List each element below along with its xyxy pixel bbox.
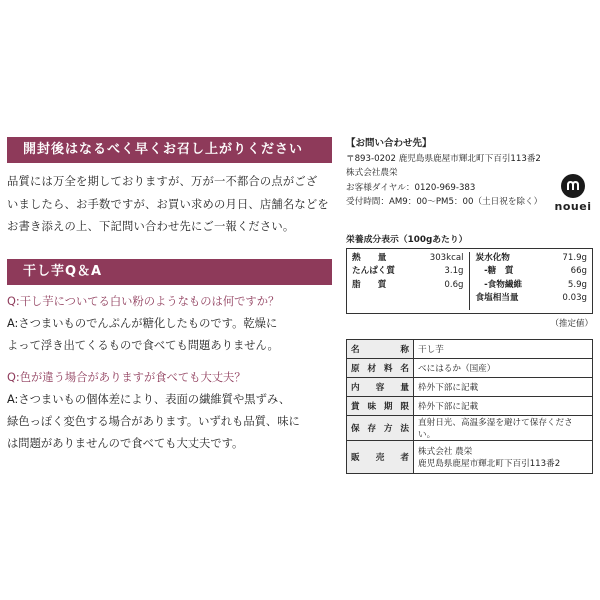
nutrition-value: 71.9g [562,252,587,263]
spec-key: 内容量 [347,377,414,396]
question: Q:干し芋についてる白い粉のようなものは何ですか？ [7,294,280,308]
nutrition-label: 脂 質 [352,279,387,290]
spec-key: 名称 [347,339,414,358]
nutrition-value: 303kcal [429,252,464,263]
nutrition-row [352,279,464,293]
notice-banner: 開封後はなるべく早くお召し上がりください [7,137,332,163]
spec-value [414,440,593,473]
spec-key: 保存方法 [347,415,414,440]
nutrition-col-left [352,252,464,310]
spec-key: 販売者 [347,440,414,473]
logo-text: nouei [554,200,592,213]
spec-value: 枠外下部に記載 [414,377,593,396]
paragraph-line: お書き添えの上、下記問い合わせ先にご一報ください。 [7,220,295,233]
spec-row [347,440,593,473]
contact-title: 【お問い合わせ先】 [346,138,432,149]
spec-value: 干し芋 [414,339,593,358]
nutrition-value: 0.6g [444,279,464,290]
nutrition-label: たんぱく質 [352,266,395,277]
nutrition-row [352,252,464,266]
nutrition-title: 栄養成分表示（100gあたり） [346,234,468,245]
nutrition-value: 0.03g [562,293,587,304]
nutrition-value: 5.9g [567,279,587,290]
nutrition-label: -糖 質 [475,266,514,277]
nutrition-value: 3.1g [444,266,464,277]
question: Q:色が違う場合がありますが食べても大丈夫？ [7,370,246,384]
answer-line: よって浮き出てくるもので食べても問題ありません。 [7,338,279,352]
product-spec-table [346,339,593,474]
right-column [346,137,593,474]
contact-address: 〒893-0202 鹿児島県鹿屋市輝北町下百引113番2 [346,153,541,164]
nutrition-note: （推定値） [550,318,593,329]
nutrition-row [352,265,464,279]
nutrition-row [476,279,588,293]
spec-row [347,415,593,440]
spec-key: 賞味期限 [347,396,414,415]
left-column [7,137,332,455]
answer-line: 緑色っぽく変色する場合があります。いずれも品質、味に [7,414,300,428]
quality-paragraph [7,171,332,239]
spec-row [347,396,593,415]
spec-row [347,339,593,358]
seller-name: 株式会社 農栄 [418,446,473,457]
answer-line: は問題がありませんので食べても大丈夫です。 [7,436,244,450]
qa-item [7,367,332,455]
seller-address: 鹿児島県鹿屋市輝北町下百引113番2 [418,458,561,469]
nutrition-col-right [469,252,588,310]
nutrition-table [346,248,593,314]
qa-banner: 干し芋Q＆A [7,259,332,285]
spec-row [347,377,593,396]
spec-row [347,358,593,377]
answer-line: A:さつまいもの個体差により、表面の繊維質や黒ずみ、 [7,392,291,406]
nouei-logo [553,174,593,213]
qa-item [7,291,332,357]
contact-dial: お客様ダイヤル：0120-969-383 [346,182,476,193]
nutrition-row [476,292,588,306]
nutrition-value: 66g [570,266,587,277]
contact-company: 株式会社農栄 [346,168,398,179]
nutrition-label: 食塩相当量 [475,293,519,304]
paragraph-line: 品質には万全を期しておりますが、万が一不都合の点がござ [7,175,318,188]
spec-key: 原材料名 [347,358,414,377]
spec-value: 直射日光、高温多湿を避けて保存ください。 [414,415,593,440]
nutrition-label: 炭水化物 [475,252,510,263]
nutrition-label: 熱 量 [352,252,387,263]
answer-line: A:さつまいものでんぷんが糖化したものです。乾燥に [7,316,278,330]
spec-value: べにはるか（国産） [414,358,593,377]
nutrition-row [476,252,588,266]
contact-hours: 受付時間：AM9：00〜PM5：00（土日祝を除く） [346,197,543,208]
nutrition-row [476,265,588,279]
paragraph-line: いましたら、お手数ですが、お買い求めの月日、店舗名などを [7,197,329,211]
spec-value: 枠外下部に記載 [414,396,593,415]
nutrition-label: -食物繊維 [475,279,523,290]
logo-mark-icon [561,174,585,198]
